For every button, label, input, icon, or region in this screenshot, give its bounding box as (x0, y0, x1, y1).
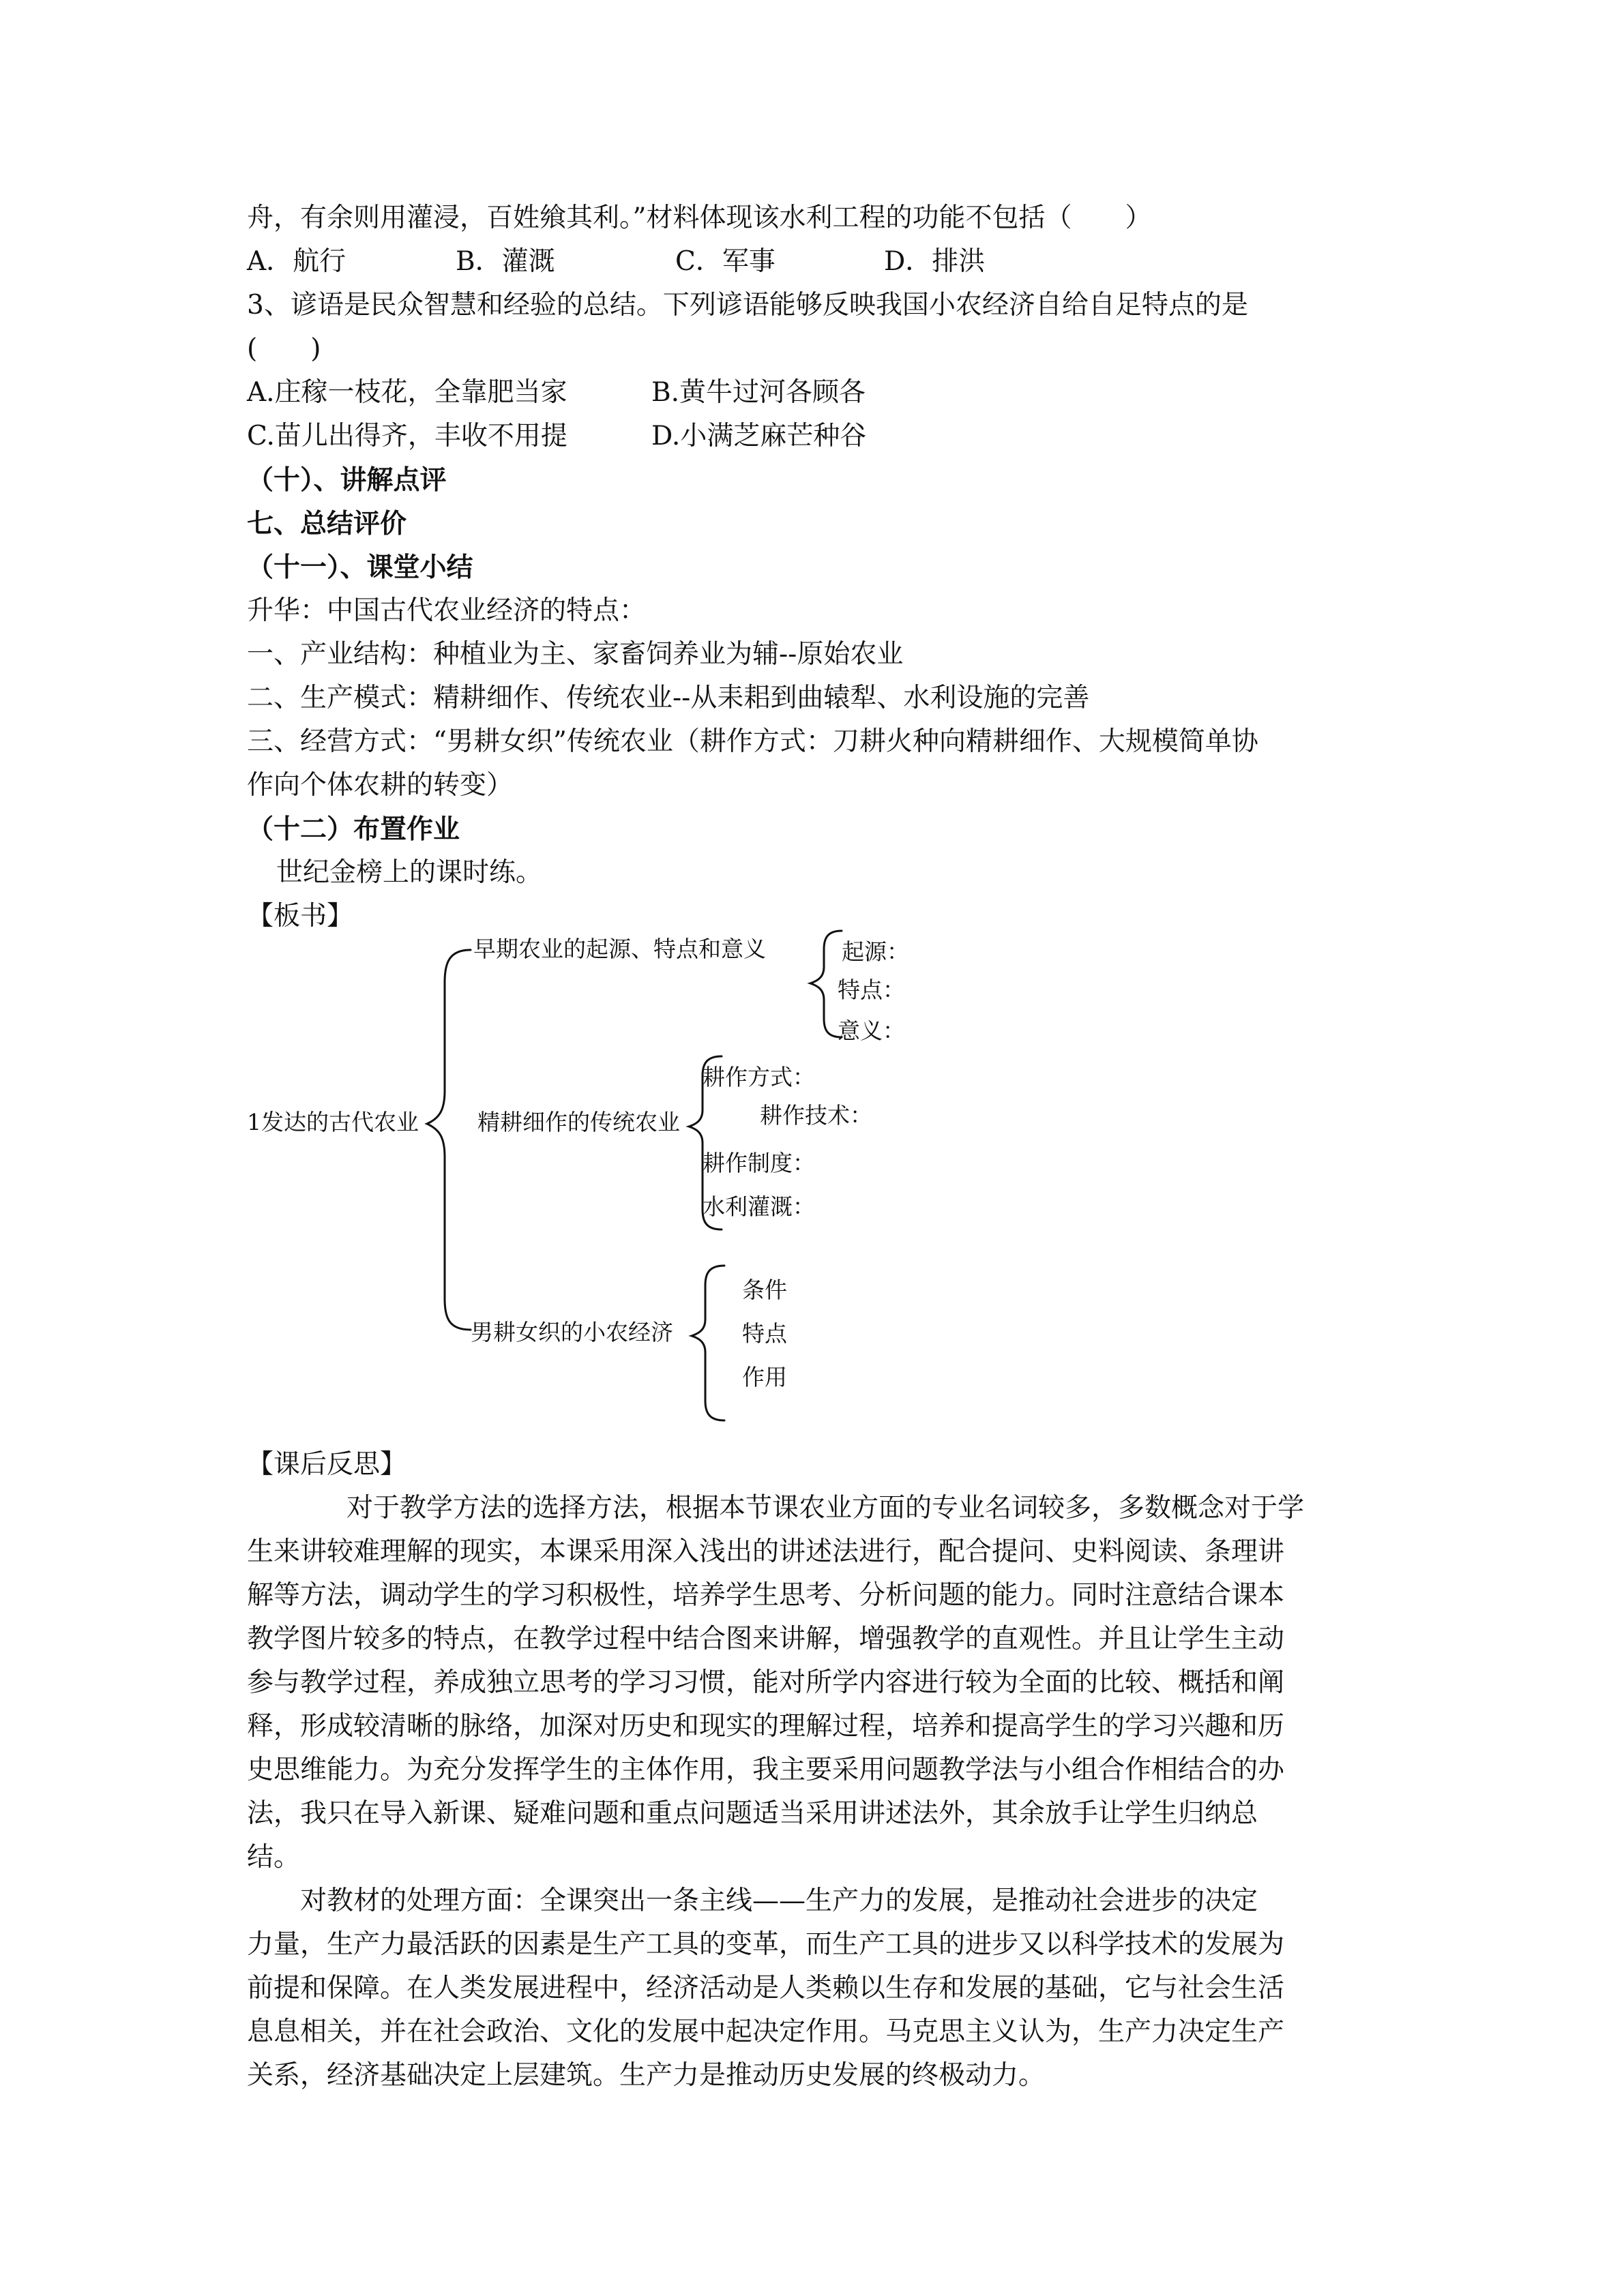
reflection-p1-line: 结。 (247, 1842, 301, 1873)
heading-homework: （十二）布置作业 (247, 814, 460, 845)
reflection-p1-line: 教学图片较多的特点，在教学过程中结合图来讲解，增强教学的直观性。并且让学生主动 (247, 1624, 1285, 1654)
q3-paren: ( ) (247, 333, 321, 364)
board-branch-2-item: 耕作制度： (703, 1150, 815, 1176)
q2-stem-tail: 舟，有余则用灌浸，百姓飨其利。”材料体现该水利工程的功能不包括（ ） (247, 203, 1152, 233)
reflection-p1-line: 参与教学过程，养成独立思考的学习习惯，能对所学内容进行较为全面的比较、概括和阐 (247, 1667, 1285, 1698)
board-branch-3-title: 男耕女织的小农经济 (471, 1319, 673, 1345)
board-branch-3-item: 条件 (742, 1277, 787, 1303)
board-branch-3-item: 特点 (742, 1320, 787, 1347)
reflection-p1-line: 解等方法，调动学生的学习积极性，培养学生思考、分析问题的能力。同时注意结合课本 (247, 1580, 1285, 1611)
board-branch-2-title: 精耕细作的传统农业 (477, 1109, 680, 1135)
heading-summary-evaluation: 七、总结评价 (247, 508, 407, 539)
board-branch-3-item: 作用 (742, 1364, 787, 1390)
q2-option-b: B．灌溉 (456, 246, 555, 277)
reflection-p2-line: 对教材的处理方面：全课突出一条主线——生产力的发展，是推动社会进步的决定 (300, 1885, 1258, 1916)
board-root: 1发达的古代农业 (247, 1109, 419, 1135)
reflection-p1-line: 法，我只在导入新课、疑难问题和重点问题适当采用讲述法外，其余放手让学生归纳总 (247, 1798, 1258, 1829)
reflection-p1-line: 对于教学方法的选择方法，根据本节课农业方面的专业名词较多，多数概念对于学 (346, 1493, 1305, 1523)
heading-class-summary: （十一）、课堂小结 (247, 552, 473, 583)
q3-option-a: A.庄稼一枝花，全靠肥当家 (247, 377, 567, 408)
board-branch-1-item: 特点： (838, 976, 905, 1003)
board-label: 【板书】 (247, 901, 354, 931)
brace-small-economy (692, 1266, 724, 1420)
reflection-p1-line: 释，形成较清晰的脉络，加深对历史和现实的理解过程，培养和提高学生的学习兴趣和历 (247, 1711, 1285, 1742)
summary-line-2: 二、生产模式：精耕细作、传统农业--从耒耜到曲辕犁、水利设施的完善 (247, 683, 1090, 713)
q3-option-b: B.黄牛过河各顾各 (651, 377, 866, 408)
q2-option-c: C．军事 (675, 246, 776, 277)
board-branch-2-item: 耕作方式： (703, 1064, 815, 1090)
board-branch-1-item: 起源： (842, 938, 909, 965)
q2-option-d: D．排洪 (884, 246, 986, 277)
q3-stem: 3、谚语是民众智慧和经验的总结。下列谚语能够反映我国小农经济自给自足特点的是 (247, 290, 1248, 320)
reflection-label: 【课后反思】 (247, 1449, 407, 1480)
summary-line-3a: 三、经营方式：“男耕女织”传统农业（耕作方式：刀耕火种向精耕细作、大规模简单协 (247, 726, 1258, 757)
board-branch-2-item: 耕作技术： (760, 1102, 872, 1129)
q3-option-c: C.苗儿出得齐，丰收不用提 (247, 421, 567, 451)
reflection-p2-line: 关系，经济基础决定上层建筑。生产力是推动历史发展的终极动力。 (247, 2060, 1046, 2091)
q2-option-a: A．航行 (247, 246, 346, 277)
reflection-p1-line: 生来讲较难理解的现实，本课采用深入浅出的讲述法进行，配合提问、史料阅读、条理讲 (247, 1536, 1285, 1567)
main-brace (427, 950, 471, 1330)
reflection-p1-line: 史思维能力。为充分发挥学生的主体作用，我主要采用问题教学法与小组合作相结合的办 (247, 1755, 1285, 1785)
summary-intro: 升华：中国古代农业经济的特点： (247, 595, 647, 626)
reflection-p2-line: 息息相关，并在社会政治、文化的发展中起决定作用。马克思主义认为，生产力决定生产 (247, 2016, 1285, 2047)
board-branch-1-item: 意义： (838, 1017, 905, 1044)
homework-text: 世纪金榜上的课时练。 (276, 857, 543, 888)
board-branch-1-title: 早期农业的起源、特点和意义 (473, 936, 766, 962)
heading-explain-review: （十）、讲解点评 (247, 464, 447, 496)
reflection-p2-line: 前提和保障。在人类发展进程中，经济活动是人类赖以生存和发展的基础，它与社会生活 (247, 1973, 1285, 2003)
summary-line-1: 一、产业结构：种植业为主、家畜饲养业为辅--原始农业 (247, 639, 904, 670)
reflection-p2-line: 力量，生产力最活跃的因素是生产工具的变革，而生产工具的进步又以科学技术的发展为 (247, 1929, 1285, 1960)
board-branch-2-item: 水利灌溉： (703, 1193, 815, 1220)
summary-line-3b: 作向个体农耕的转变） (247, 770, 514, 801)
q3-option-d: D.小满芝麻芒种谷 (651, 421, 867, 451)
